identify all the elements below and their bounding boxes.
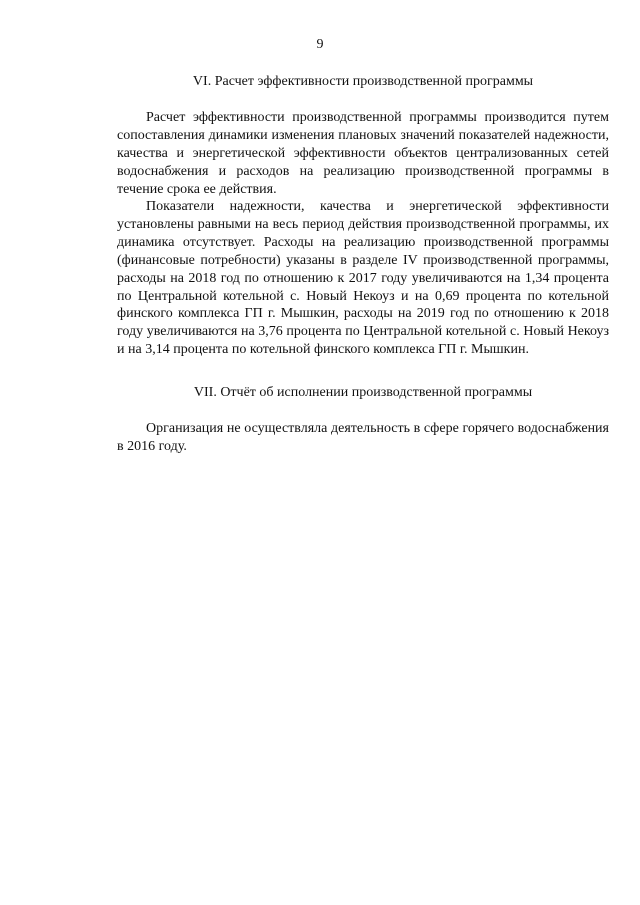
section-6-paragraph-2: Показатели надежности, качества и энергетической эффективности установлены равными на весь период действия производственной программы, их динамика отсутствует. Расходы на реализацию производственной программы (финансовые потребности) указаны в разделе IV производственной программы, расходы на 2018 год по отношению к 2017 году увеличиваются на 1,34 процента по Центральной котельной с. Новый Некоуз и на 0,69 процента по котельной финского комплекса ГП г. Мышкин, расходы на 2019 год по отношению к 2018 году увеличиваются на 3,76 процента по Центральной котельной с. Новый Некоуз и на 3,14 процента по котельной финского комплекса ГП г. Мышкин. xyxy=(117,199,609,358)
section-7-paragraph-1: Организация не осуществляла деятельность в сфере горячего водоснабжения в 2016 году. xyxy=(117,421,609,454)
section-6-paragraph-1: Расчет эффективности производственной программы производится путем сопоставления динамики изменения плановых значений показателей надежности, качества и энергетической эффективности объектов централизованных сетей водоснабжения и расходов на реализацию производственной программы в течение срока ее действия. xyxy=(117,110,609,197)
section-7-title: VII. Отчёт об исполнении производственной программы xyxy=(193,385,533,400)
section-6-title: VI. Расчет эффективности производственной программы xyxy=(192,74,534,89)
page-number: 9 xyxy=(316,37,324,52)
